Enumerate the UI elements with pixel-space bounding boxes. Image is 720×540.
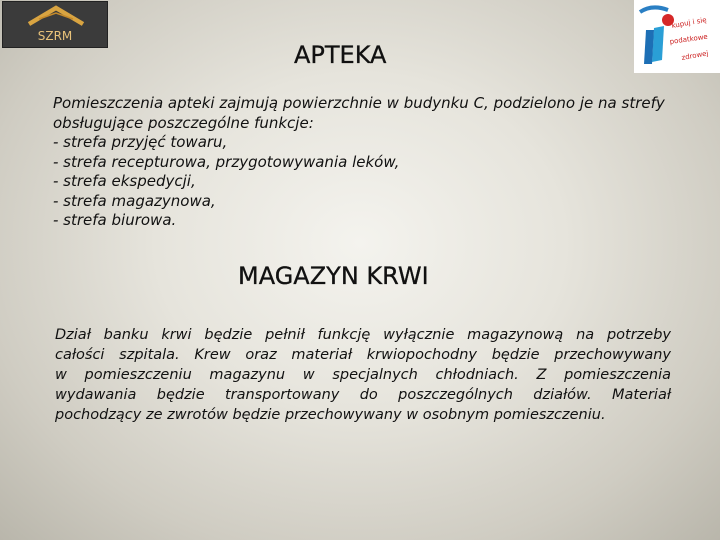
- text-line: Dział banku krwi będzie pełnił funkcję wyłącznie magazynową na potrzeby: [55, 327, 671, 343]
- svg-text:kupuj i się: kupuj i się: [670, 15, 708, 30]
- szrm-logo: [2, 1, 108, 48]
- svg-text:podatkowe: podatkowe: [669, 32, 709, 46]
- list-item: - strefa przyjęć towaru,: [53, 133, 228, 151]
- svg-text:zdrowej: zdrowej: [680, 49, 710, 62]
- szrm-logo-text: SZRM: [37, 29, 73, 43]
- section-title-apteka: APTEKA: [294, 41, 387, 69]
- campaign-logo: [634, 0, 720, 73]
- apteka-description: [53, 94, 713, 231]
- section-title-magazyn-krwi: MAGAZYN KRWI: [238, 262, 429, 290]
- text-line: Pomieszczenia apteki zajmują powierzchnie w budynku C, podzielono je na strefy: [53, 94, 665, 112]
- list-item: - strefa recepturowa, przygotowywania leków,: [53, 152, 400, 171]
- text-line: pochodzący ze zwrotów będzie przechowywany w osobnym pomieszczeniu.: [55, 407, 606, 423]
- list-item: - strefa ekspedycji,: [53, 172, 196, 190]
- magazyn-krwi-description: [55, 325, 671, 425]
- list-item: - strefa biurowa.: [53, 211, 177, 229]
- text-line: obsługujące poszczególne funkcje:: [53, 113, 314, 132]
- text-line: całości szpitala. Krew oraz materiał krwiopochodny będzie przechowywany: [55, 347, 671, 363]
- text-line: wydawania będzie transportowany do poszczególnych działów. Materiał: [55, 387, 671, 403]
- text-line: w pomieszczeniu magazynu w specjalnych chłodniach. Z pomieszczenia: [55, 367, 671, 383]
- list-item: - strefa magazynowa,: [53, 191, 216, 210]
